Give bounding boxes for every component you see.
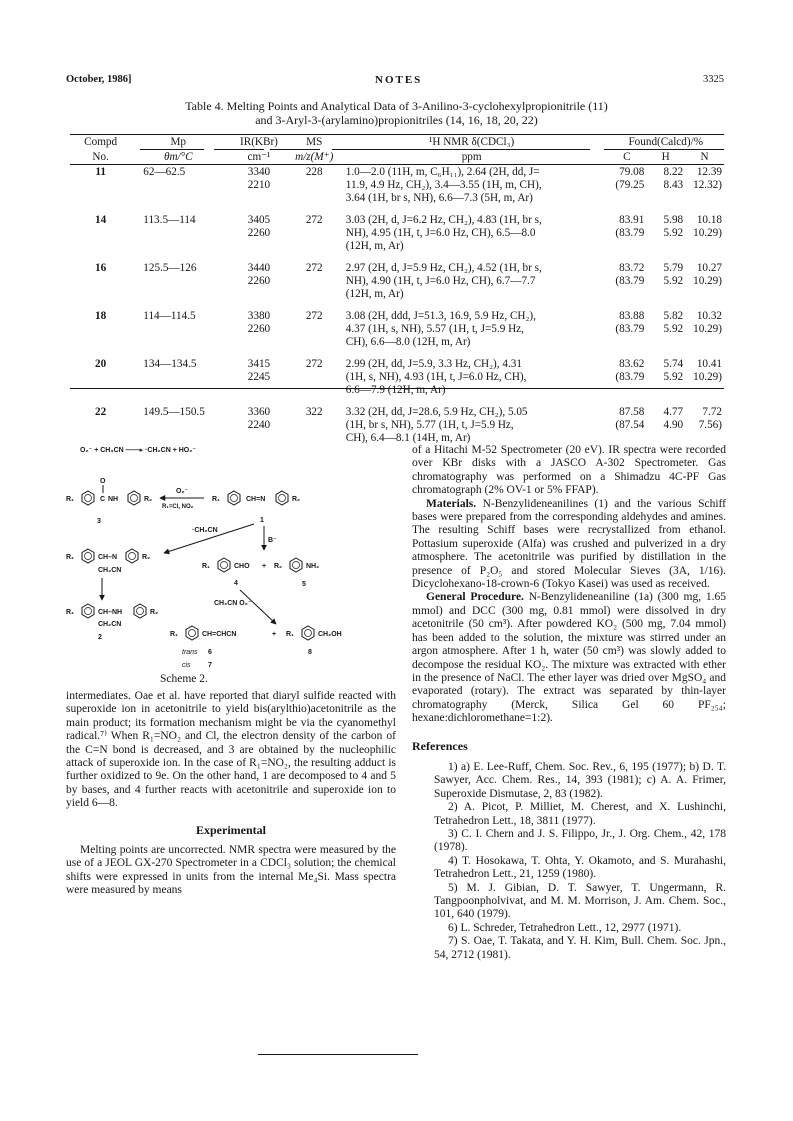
table-row [70, 371, 724, 384]
cell-n: 10.29) [693, 323, 722, 335]
cell-nmr: 2.97 (2H, d, J=5.9 Hz, CH₂), 4.52 (1H, br s, [345, 262, 542, 274]
left-para-1: intermediates. Oae et al. have reported that diaryl sulfide reacted with superoxide ion in acetonitrile to yield bis(arylthio)acetonitrile as the main product; its formation mechanism might be via the cyanomethyl radical.⁷⁾ When R₁=NO₂ and Cl, the electron density of the carbon of the C=N bond is decreased, and 3 are obtained by the nucleophilic attack of superoxide ion. In the case of R₁=NO₂, the resulting adduct is further oxidized to 9e. On the other hand, 1 are decomposed to 4 and 5 by bases, and 4 further reacts with acetonitrile and superoxide ion to yield 6—8. [66, 690, 396, 810]
cell-h: 5.92 [663, 323, 684, 335]
cell-nmr: 3.08 (2H, ddd, J=51.3, 16.9, 5.9 Hz, CH₂), [345, 310, 536, 322]
cell-ir [225, 240, 292, 253]
cell-nmr: 2.99 (2H, dd, J=5.9, 3.3 Hz, CH₂), 4.31 [345, 358, 522, 370]
cell-h: 8.22 [663, 166, 684, 178]
cell-ms: 322 [305, 406, 323, 418]
materials-label: Materials. [426, 497, 477, 510]
cell-h [646, 336, 685, 349]
reference-item: 2) A. Picot, P. Milliet, M. Cherest, and X. Lushinchi, Tetrahedron Lett., 18, 3811 (1977). [434, 801, 726, 827]
table-row [70, 192, 724, 205]
cell-n [685, 384, 724, 397]
cell-nmr: CH), 6.4—8.1 (14H, m, Ar) [345, 432, 471, 444]
hdr-ir-unit: cm⁻¹ [247, 151, 271, 163]
cell-c: 87.58 [619, 406, 645, 418]
cell-ms: 272 [305, 214, 323, 226]
scheme-r2-rad: R₂ [142, 554, 151, 561]
materials-text: N-Benzylideneanilines (1) and the various Schiff bases were prepared from the corresponding aldehydes and amines. The resulting Schiff bases were recrystallized from ethanol. Pottasium superoxide (Alfa) was crushed and pulverized in a dry atmosphere. The acetonitrile was purified by distillation in the presence of P₂O₅ and stored Molecular Sieves (3A, 1/16). Dicyclohexano-18-crown-6 (Tokyo Kasei) was used as received. [412, 497, 726, 591]
cell-mp: 125.5—126 [143, 262, 197, 274]
scheme-plus-45: + [262, 563, 267, 570]
cell-n: 10.41 [696, 358, 722, 370]
cell-mp [131, 227, 225, 240]
cell-nmr: CH), 6.6—8.0 (12H, m, Ar) [345, 336, 471, 348]
cell-n: 10.29) [693, 227, 722, 239]
data-table [70, 136, 724, 445]
cell-compd [70, 323, 131, 336]
benzene-ring-icon [302, 626, 314, 640]
table-row [70, 240, 724, 253]
cell-h: 5.82 [663, 310, 684, 322]
scheme-nh-3: NH [108, 496, 119, 503]
scheme-r1-3: R₁ [66, 496, 74, 503]
scheme-ch-n-rad: CH–N [98, 554, 118, 561]
scheme-label-8: 8 [308, 649, 312, 656]
cell-c: (87.54 [615, 419, 645, 431]
cell-h: 5.92 [663, 275, 684, 287]
scheme-ch2cn-2: CH₂CN [98, 621, 122, 628]
cell-ms [293, 371, 336, 384]
scheme-label-5: 5 [302, 581, 306, 588]
cell-c [608, 240, 647, 253]
hdr-h: H [661, 151, 670, 163]
cell-mp: 62—62.5 [143, 166, 186, 178]
cell-h: 5.79 [663, 262, 684, 274]
table-row [70, 227, 724, 240]
right-column [412, 444, 726, 962]
cell-ir: 3405 [247, 214, 271, 226]
cell-h [646, 288, 685, 301]
benzene-ring-icon [82, 604, 94, 618]
cell-ms [293, 192, 336, 205]
reference-item: 1) a) E. Lee-Ruff, Chem. Soc. Rev., 6, 195 (1977); b) D. T. Sawyer, Acc. Chem. Res., 14, 393 (1981); c) A. A. Frimer, Superoxide Dismutase, 2, 83 (1982). [434, 760, 726, 800]
reference-item: 7) S. Oae, T. Takata, and Y. H. Kim, Bull. Chem. Soc. Jpn., 54, 2712 (1981). [434, 935, 726, 961]
reference-list [412, 761, 726, 962]
cell-compd: 16 [95, 262, 107, 274]
cell-nmr: 3.64 (1H, br s, NH), 6.6—7.3 (5H, m, Ar) [345, 192, 533, 204]
right-para-1: of a Hitachi M-52 Spectrometer (20 eV). IR spectra were recorded over KBr disks with a JASCO A-302 Spectrometer. Gas chromatography was performed on a Shimadzu 4C-PF Gas chromatograph (2% OV-1 or 5% FFAP). [412, 444, 726, 497]
page-number: 3325 [703, 74, 724, 85]
cell-c: (83.79 [615, 275, 645, 287]
cell-c [608, 384, 647, 397]
cell-nmr: 3.03 (2H, d, J=6.2 Hz, CH₂), 4.83 (1H, br s, [345, 214, 542, 226]
cell-compd: 22 [95, 406, 107, 418]
cell-n: 12.32) [693, 179, 722, 191]
table-top-rule [70, 134, 724, 135]
cell-ir: 2260 [247, 227, 271, 239]
cell-ms [293, 227, 336, 240]
hdr-mp: Mp [170, 136, 187, 148]
cell-ms [293, 275, 336, 288]
row-spacer [70, 349, 724, 358]
cell-ir [225, 192, 292, 205]
table-row [70, 262, 724, 275]
cell-mp [131, 371, 225, 384]
cell-ir: 2240 [247, 419, 271, 431]
cell-c: (83.79 [615, 323, 645, 335]
cell-compd [70, 371, 131, 384]
cell-mp: 134—134.5 [143, 358, 197, 370]
left-para-2: Melting points are uncorrected. NMR spectra were measured by the use of a JEOL GX-270 Spectrometer in a CDCl₃ solution; the chemical shifts were expressed in units from the internal Me₄Si. Mass spectra were measured by means [66, 844, 396, 897]
table-row [70, 323, 724, 336]
general-label: General Procedure. [426, 591, 524, 604]
table-row [70, 166, 724, 179]
cell-ir: 3380 [247, 310, 271, 322]
cell-mp [131, 192, 225, 205]
cell-h: 4.77 [663, 406, 684, 418]
scheme-label-3: 3 [97, 518, 101, 525]
cell-ir [225, 336, 292, 349]
scheme-ch2cn-rad-sub: CH₂CN [98, 567, 122, 574]
benzene-ring-icon [82, 549, 94, 563]
hdr-ir: IR(KBr) [240, 136, 278, 148]
cell-mp [131, 275, 225, 288]
cell-ir [225, 384, 292, 397]
table-caption-line1: Table 4. Melting Points and Analytical Data of 3-Anilino-3-cyclohexylpropionitrile (11) [185, 99, 608, 113]
experimental-heading: Experimental [196, 822, 266, 837]
cell-nmr: NH), 4.90 (1H, t, J=6.0 Hz, CH), 6.7—7.7 [345, 275, 536, 287]
cell-ir: 3440 [247, 262, 271, 274]
row-spacer [70, 205, 724, 214]
row-spacer [70, 301, 724, 310]
cell-h: 4.90 [663, 419, 684, 431]
cell-n: 10.18 [696, 214, 722, 226]
references-heading: References [412, 738, 468, 753]
cell-c [608, 288, 647, 301]
scheme-r1-rad: R₁ [66, 554, 74, 561]
cell-n [685, 336, 724, 349]
scheme-r1-8: R₁ [286, 631, 294, 638]
cell-compd [70, 179, 131, 192]
footer-rule [258, 1054, 418, 1055]
scheme-c-3: C [100, 496, 106, 503]
hdr-ms: MS [306, 136, 323, 148]
table-row [70, 406, 724, 419]
cell-mp [131, 419, 225, 432]
cell-ms [293, 240, 336, 253]
cell-c: (83.79 [615, 371, 645, 383]
cell-ms [293, 336, 336, 349]
cell-nmr: (1H, br s, NH), 5.77 (1H, t, J=5.9 Hz, [345, 419, 514, 431]
row-spacer [70, 397, 724, 406]
reference-item: 3) C. I. Chern and J. S. Filippo, Jr., J. Org. Chem., 42, 178 (1978). [434, 827, 726, 854]
row-spacer [70, 253, 724, 262]
cell-nmr: 1.0—2.0 (11H, m, C₆H₁₁), 2.64 (2H, dd, J= [345, 166, 540, 178]
right-para-general [412, 591, 726, 725]
scheme-label-1: 1 [260, 517, 264, 524]
cell-compd [70, 419, 131, 432]
cell-h [646, 240, 685, 253]
cell-h: 5.92 [663, 227, 684, 239]
table-row [70, 419, 724, 432]
scheme-r1-4: R₁ [202, 563, 210, 570]
hdr-compd: Compd [84, 136, 118, 148]
cell-n: 10.27 [696, 262, 722, 274]
cell-nmr: 6.6—7.9 (12H, m, Ar) [345, 384, 446, 396]
cell-nmr: (12H, m, Ar) [345, 240, 404, 252]
hdr-no: No. [92, 151, 109, 163]
benzene-ring-icon [128, 491, 140, 505]
scheme-base: B⁻ [268, 537, 277, 544]
benzene-ring-icon [126, 549, 138, 563]
cell-compd [70, 384, 131, 397]
cell-compd [70, 275, 131, 288]
cell-mp [131, 288, 225, 301]
cell-nmr: 4.37 (1H, s, NH), 5.57 (1H, t, J=5.9 Hz, [345, 323, 524, 335]
reference-item: 5) M. J. Gibian, D. T. Sawyer, T. Ungermann, R. Tangpoonpholvivat, and M. M. Morrison, J. Am. Chem. Soc., 101, 640 (1979). [434, 881, 726, 921]
scheme-eq-top: O₂⁻ + CH₃CN ——▸ ·CH₂CN + HO₂⁻ [80, 447, 197, 454]
scheme-cho: CHO [234, 563, 250, 570]
hdr-mp-unit: θm/°C [163, 151, 193, 163]
cell-compd: 18 [95, 310, 107, 322]
benzene-ring-icon [276, 491, 288, 505]
left-column [66, 690, 396, 898]
scheme-o-3: O [100, 478, 106, 485]
scheme-r2-3: R₂ [144, 496, 153, 503]
cell-compd: 20 [95, 358, 107, 370]
scheme-label-2: 2 [98, 634, 102, 641]
benzene-ring-icon [134, 604, 146, 618]
cell-h: 5.74 [663, 358, 684, 370]
scheme-r2-1: R₂ [292, 496, 301, 503]
cell-n: 10.29) [693, 371, 722, 383]
scheme-2-diagram [64, 440, 394, 680]
table-row [70, 275, 724, 288]
cell-c: 83.88 [619, 310, 645, 322]
table-row [70, 384, 724, 397]
scheme-o2-arrow: O₂⁻ [176, 488, 189, 495]
scheme-ch-n-1: CH=N [246, 496, 266, 503]
scheme-caption: Scheme 2. [160, 673, 208, 685]
cell-ir: 2245 [247, 371, 271, 383]
scheme-chchcn: CH=CHCN [202, 631, 237, 638]
hdr-c: C [623, 151, 631, 163]
cell-ir: 3415 [247, 358, 271, 370]
table-row [70, 310, 724, 323]
cell-nmr: 11.9, 4.9 Hz, CH₂), 3.4—3.55 (1H, m, CH), [345, 179, 542, 191]
benzene-ring-icon [218, 558, 230, 572]
scheme-nh2: NH₂ [306, 563, 320, 570]
cell-ir: 2260 [247, 323, 271, 335]
cell-ms [293, 419, 336, 432]
cell-mp [131, 240, 225, 253]
table-row [70, 179, 724, 192]
scheme-r1-2: R₁ [66, 609, 74, 616]
hdr-nmr-unit: ppm [461, 151, 482, 163]
cell-ir: 2210 [247, 179, 271, 191]
cell-compd [70, 288, 131, 301]
cell-h [646, 384, 685, 397]
cell-mp [131, 384, 225, 397]
cell-compd [70, 192, 131, 205]
cell-c: 83.62 [619, 358, 645, 370]
cell-ir: 3340 [247, 166, 271, 178]
cell-ir: 3360 [247, 406, 271, 418]
hdr-nmr: ¹H NMR δ(CDCl₃) [429, 136, 515, 148]
general-text: N-Benzylideneaniline (1a) (300 mg, 1.65 mmol) and DCC (300 mg, 0.81 mmol) were dissolved in dry acetonitrile (50 cm³). After powdered KO₂ (500 mg, 7.04 mmol) has been added to the solution, the mixture was stirred under an argon atmosphere. After 1 h, water (50 cm³) was slowly added to decompose the residual KO₂. The mixture was extracted with ether in the presence of NaCl. The ether layer was dried over MgSO₄ and evaporated (rotary). The extract was separated by thin-layer chromatography (Merck, Silica Gel 60 PF₂₅₄; hexane:dichloromethane=1:2). [412, 591, 726, 725]
cell-compd [70, 240, 131, 253]
scheme-r2-5: R₂ [274, 563, 283, 570]
cell-ms [293, 288, 336, 301]
scheme-plus-68: + [272, 631, 277, 638]
cell-c: 83.72 [619, 262, 645, 274]
cell-n [685, 240, 724, 253]
cell-ms: 228 [305, 166, 323, 178]
cell-h [646, 192, 685, 205]
cell-h: 8.43 [663, 179, 684, 191]
cell-ir [225, 288, 292, 301]
scheme-ch2oh: CH₂OH [318, 631, 342, 638]
cell-compd: 14 [95, 214, 107, 226]
hdr-n: N [700, 151, 709, 163]
cell-ir: 2260 [247, 275, 271, 287]
scheme-cis: cis [182, 662, 191, 669]
cell-nmr: (1H, s, NH), 4.93 (1H, t, J=6.0 Hz, CH), [345, 371, 527, 383]
hdr-found: Found(Calcd)/% [628, 136, 704, 148]
cell-c: (83.79 [615, 227, 645, 239]
table-row [70, 288, 724, 301]
cell-mp: 149.5—150.5 [143, 406, 205, 418]
cell-c: 79.08 [619, 166, 645, 178]
scheme-label-7: 7 [208, 662, 212, 669]
scheme-ch2cn-rad: ·CH₂CN [192, 527, 218, 534]
table-row [70, 214, 724, 227]
cell-ms [293, 323, 336, 336]
cell-compd [70, 336, 131, 349]
cell-h: 5.98 [663, 214, 684, 226]
cell-compd [70, 227, 131, 240]
cell-mp: 113.5—114 [143, 214, 196, 226]
scheme-label-4: 4 [234, 580, 238, 587]
scheme-r1-cl: R₁=Cl, NO₂ [162, 504, 194, 510]
cell-ms: 272 [305, 262, 323, 274]
cell-mp [131, 323, 225, 336]
scheme-ch2cn-o2: CH₂CN O₂⁻ [214, 600, 252, 607]
benzene-ring-icon [82, 491, 94, 505]
benzene-ring-icon [228, 491, 240, 505]
cell-n: 10.32 [696, 310, 722, 322]
scheme-r2-2: R₂ [150, 609, 159, 616]
cell-ms: 272 [305, 358, 323, 370]
scheme-r1-6: R₁ [170, 631, 178, 638]
reference-item: 6) L. Schreder, Tetrahedron Lett., 12, 2977 (1971). [448, 921, 682, 934]
running-header-section: NOTES [375, 74, 423, 86]
table-row [70, 336, 724, 349]
cell-n: 7.72 [702, 406, 722, 418]
cell-c: (79.25 [615, 179, 645, 191]
reference-item: 4) T. Hosokawa, T. Ohta, Y. Okamoto, and S. Murahashi, Tetrahedron Lett., 21, 1259 (1980). [434, 854, 726, 881]
cell-mp: 114—114.5 [143, 310, 196, 322]
hdr-ms-unit: m/z(M⁺) [295, 151, 334, 163]
scheme-ch-nh-2: CH–NH [98, 609, 123, 616]
cell-c [608, 192, 647, 205]
cell-c [608, 336, 647, 349]
cell-n [685, 192, 724, 205]
table-body [70, 166, 724, 445]
cell-n [685, 288, 724, 301]
cell-h: 5.92 [663, 371, 684, 383]
cell-ms [293, 179, 336, 192]
table-row [70, 358, 724, 371]
cell-nmr: 3.32 (2H, dd, J=28.6, 5.9 Hz, CH₂), 5.05 [345, 406, 528, 418]
running-header-date: October, 1986] [66, 74, 132, 85]
cell-n: 12.39 [696, 166, 722, 178]
cell-ms [293, 384, 336, 397]
scheme-r1-1: R₁ [212, 496, 220, 503]
cell-n: 7.56) [698, 419, 722, 431]
benzene-ring-icon [186, 626, 198, 640]
cell-ms: 272 [305, 310, 323, 322]
scheme-label-6: 6 [208, 649, 212, 656]
cell-nmr: (12H, m, Ar) [345, 288, 404, 300]
cell-c: 83.91 [619, 214, 645, 226]
cell-mp [131, 179, 225, 192]
cell-n: 10.29) [693, 275, 722, 287]
right-para-materials [412, 498, 726, 592]
cell-mp [131, 336, 225, 349]
cell-compd: 11 [95, 166, 106, 178]
scheme-trans: trans [182, 649, 198, 656]
cell-nmr: NH), 4.95 (1H, t, J=6.0 Hz, CH), 6.5—8.0 [345, 227, 536, 239]
table-caption-line2: and 3-Aryl-3-(arylamino)propionitriles (14, 16, 18, 20, 22) [255, 113, 538, 127]
benzene-ring-icon [290, 558, 302, 572]
